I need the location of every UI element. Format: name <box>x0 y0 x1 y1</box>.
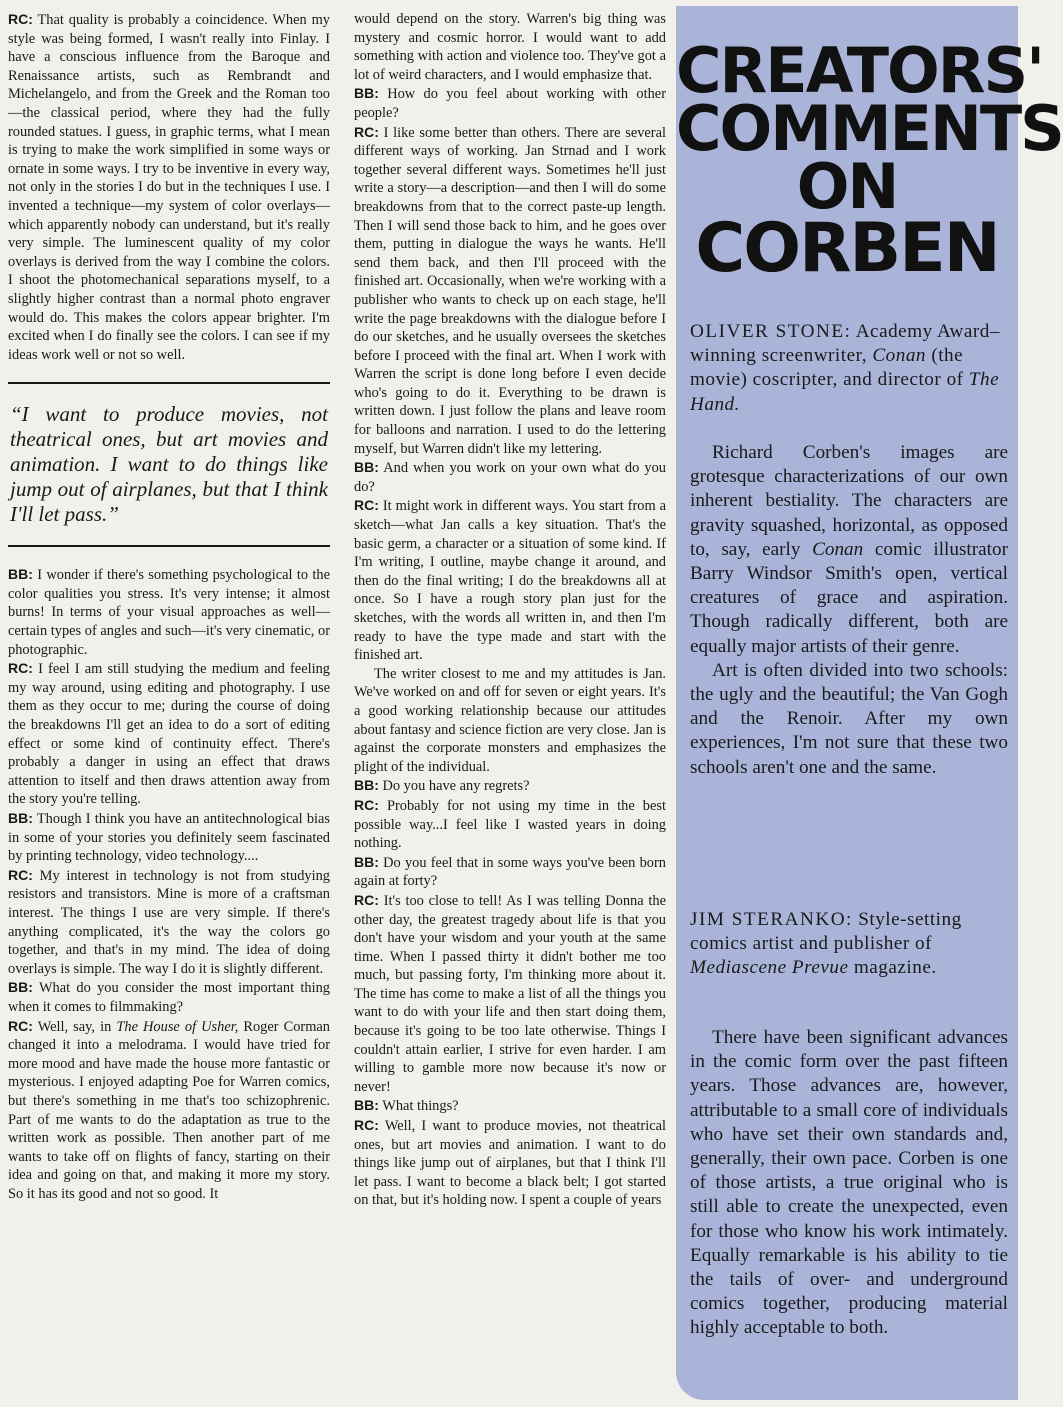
rc-answer <box>354 1116 666 1210</box>
headline-line: CREATORS' <box>676 34 1044 107</box>
speaker-rc: RC: <box>354 796 379 813</box>
speaker-bb: BB: <box>8 979 33 996</box>
speaker-rc: RC: <box>354 1117 379 1134</box>
answer-text: It might work in different ways. You start from a sketch—what Jan calls a key situation. That's the basic germ, a character or a situation of some kind. If I'm writing, I outline, maybe change it around, and then do the final writing; I do the breakdowns all at once. So I have a rough story plan just for the sketches, with the words all written in, and then I'm ready to have the type made and start with the finished art. <box>354 498 666 664</box>
speaker-bb: BB: <box>354 459 379 476</box>
speaker-rc: RC: <box>8 866 33 883</box>
question-text: Do you feel that in some ways you've been born again at forty? <box>354 854 666 890</box>
headline-line: ON <box>796 150 898 223</box>
stone-comment <box>690 441 1008 780</box>
answer-text: I like some better than others. There are several different ways of working. Jan Strnad and I work together several different ways. Sometimes he'll just write a story—a description—and then I will do some breakdowns from that to the correct paste-up length. Then I will send those back to him, and he goes over them, putting in dialogue the ways he wants. He'll send them back, and then I'll proceed with the finished art. Occasionally, when we're working with a publisher who wants to check up on each stage, he'll write the page breakdowns with the dialogue before I do our sketches, and he usually oversees the sketches before I proceed with the final art. When I work with Warren the script is done long before I even decide who's going to do it. Everything to be drawn is written down. I just follow the plans and leave room for balloons and narration. I used to do the lettering myself, but Warren didn't like my lettering. <box>354 124 666 457</box>
answer-text: Well, say, in <box>37 1018 117 1035</box>
question-text: I wonder if there's something psychological to the color qualities you stress. It's very intense; it almost burns! In terms of your visual approaches as well—certain types of angles and such—it's very cinematic, or photographic. <box>8 567 330 658</box>
headline-line: CORBEN <box>695 209 999 288</box>
bb-question <box>354 84 666 122</box>
comment-paragraph: Art is often divided into two schools: the ugly and the beautiful; the Van Gogh and the Renoir. After my own experiences, I'm not sure that these two schools aren't one and the same. <box>690 659 1008 778</box>
bb-question <box>8 565 330 659</box>
rc-answer <box>8 659 330 809</box>
speaker-bb: BB: <box>354 1097 379 1114</box>
paragraph: The writer closest to me and my attitudes is Jan. We've worked on and off for seven or eight years. It's a good working relationship because our attitudes about fantasy and science fiction are very close. Jan is against the corporate monsters and emphasizes the plight of the individual. <box>354 665 666 775</box>
speaker-bb: BB: <box>8 566 33 583</box>
answer-text: Well, I want to produce movies, not theatrical ones, but art movies and animation. I want to do things like jump out of airplanes, but that I think I'll let pass. I want to become a black belt; I got started on that, but it's holding now. I spent a couple of years <box>354 1118 666 1209</box>
answer-text: My interest in technology is not from studying resistors and transistors. Mine is more of a craftsman interest. The things I use are very simple. If there's anything complicated, it's the way the colors go together, and that's in my mind. The idea of doing overlays is simple. The way I do it is slightly different. <box>8 867 330 977</box>
answer-text: I feel I am still studying the medium and feeling my way around, using editing and photography. I use them as they occur to me; during the course of doing the breakdowns I'll get an idea to do a sort of editing effect or some kind of continuity effect. There's probably a danger in using an effect that draws attention to itself and then draws attention away from the story you're telling. <box>8 661 330 808</box>
rc-answer <box>354 496 666 664</box>
interview-column-2 <box>354 10 666 1210</box>
comment-paragraph <box>690 441 1008 659</box>
commenter-name: OLIVER STONE: <box>690 321 852 342</box>
answer-text: Roger Corman changed it into a melodrama. I would have tried for more mood and have made the house more fantastic or mysterious. I enjoyed adapting Poe for Warren comics, but there's something in me that's too schizophrenic. Part of me wants to do the adaptation as true to the written work as possible. Then another part of me wants to take off on flights of fancy, starting on their idea and going on that, and making it more my story. So it has its good and not so good. It <box>8 1018 330 1202</box>
speaker-rc: RC: <box>8 1017 33 1034</box>
comment-title: Conan <box>812 538 864 560</box>
credit-text: Style-setting comics artist and publisher of <box>690 909 962 955</box>
speaker-bb: BB: <box>8 810 33 826</box>
film-title: The House of Usher, <box>116 1018 239 1035</box>
continuation-text: would depend on the story. Warren's big thing was mystery and cosmic horror. I would want to add something with action and violence too. They've got a lot of weird characters, and I would emphasize that. <box>354 11 666 83</box>
divider-bottom <box>8 545 330 547</box>
credit-text: (the movie) coscripter, and director of <box>690 345 969 391</box>
comment-text: comic illustrator Barry Windsor Smith's open, vertical creatures of grace and aspiration. Though radically different, both are equally major artists of their genre. <box>690 538 1008 657</box>
rc-answer <box>8 10 330 364</box>
speaker-rc: RC: <box>354 123 379 140</box>
answer-text: That quality is probably a coincidence. When my style was being formed, I wasn't really into Finlay. I have a conscious influence from the Baroque and Renaissance artists, such as Rembrandt and Michelangelo, and from the Greek and the Roman too—the classical period, where they had the fully rounded statues. I guess, in graphic terms, what I mean is trying to make the work simplified in some ways or ornate in some ways. I try to be inventive in every way, not only in the stories I do but in the techniques I use. I invented a technique—my system of color overlays—which apparently nobody can understand, but it's really very simple. The luminescent quality of my color overlays is derived from the way I combine the colors. I shoot the photomechanical separations myself, to a slightly higher contrast than a normal photo engraver would do. This makes the colors appear brighter. I'm excited when I do finally see the colors. I can see if my ideas work well or not so well. <box>8 12 330 363</box>
comment-text: Richard Corben's images are grotesque characterizations of our own inherent bestiality. The characters are gravity squashed, horizontal, as opposed to, say, early <box>690 442 1008 560</box>
steranko-comment <box>690 1026 1008 1341</box>
rc-answer <box>8 866 330 979</box>
credit-title: Mediascene Prevue <box>690 957 849 979</box>
question-text: And when you work on your own what do you do? <box>354 460 666 495</box>
stone-credit <box>690 320 1008 417</box>
headline-line: COMMENTS <box>676 92 1063 165</box>
speaker-bb: BB: <box>354 85 379 102</box>
rc-answer <box>354 123 666 459</box>
rc-answer <box>354 796 666 853</box>
bb-question <box>8 978 330 1016</box>
speaker-bb: BB: <box>354 853 379 870</box>
steranko-credit <box>690 908 1008 981</box>
answer-text: It's too close to tell! As I was telling Donna the other day, the greatest tragedy about life is that you don't have your wisdom and your youth at the same time. When I passed thirty it didn't bother me too much, but passing forty, I'm thinking more about it. The time has come to make a list of all the things you want to do with your life and then start doing them, because it's going to be too late otherwise. Things I couldn't attain earlier, I strive for even harder. I am willing to gamble more now because it's now or never! <box>354 892 666 1095</box>
sidebar-headline <box>676 34 1063 288</box>
pull-quote: “I want to produce movies, not theatrical ones, but art movies and animation. I want to do things like jump out of airplanes, but that I think I'll let pass.” <box>10 402 328 527</box>
interview-column-1 <box>8 10 330 1203</box>
bb-question <box>354 776 666 796</box>
bb-question <box>8 809 330 866</box>
credit-title: Conan <box>872 345 927 367</box>
speaker-rc: RC: <box>354 891 379 908</box>
speaker-rc: RC: <box>354 497 379 514</box>
rc-answer <box>354 891 666 1097</box>
question-text: Though I think you have an antitechnological bias in some of your stories you definitely seem fascinated by printing technology, video technology.... <box>8 811 331 865</box>
creators-comments-sidebar <box>676 6 1063 1400</box>
commenter-name: JIM STERANKO: <box>690 909 853 930</box>
question-text: What things? <box>382 1098 459 1115</box>
credit-text: magazine. <box>848 957 937 979</box>
speaker-rc: RC: <box>8 11 33 27</box>
bb-question <box>354 458 666 496</box>
credit-title: The Hand. <box>690 369 1000 415</box>
question-text: How do you feel about working with other people? <box>354 86 666 121</box>
bb-question <box>354 1096 666 1116</box>
speaker-bb: BB: <box>354 777 379 794</box>
question-text: What do you consider the most important thing when it comes to filmmaking? <box>8 980 330 1015</box>
rc-answer <box>8 1017 330 1204</box>
credit-text: Academy Award–winning screenwriter, <box>690 321 1000 367</box>
comment-paragraph: There have been significant advances in the comic form over the past fifteen years. Those advances are, however, attributable to a small core of individuals who have set their own standards and, generally, their own pace. Corben is one of those artists, a true original who is still able to create the unexpected, even for those who know his work intimately. Equally remarkable is his ability to tie the tails of over- and underground comics together, producing material highly acceptable to both. <box>690 1027 1008 1339</box>
speaker-rc: RC: <box>8 660 33 677</box>
bb-question <box>354 853 666 891</box>
answer-text: Probably for not using my time in the best possible way...I feel like I wasted years in doing nothing. <box>354 797 666 852</box>
question-text: Do you have any regrets? <box>382 778 530 795</box>
